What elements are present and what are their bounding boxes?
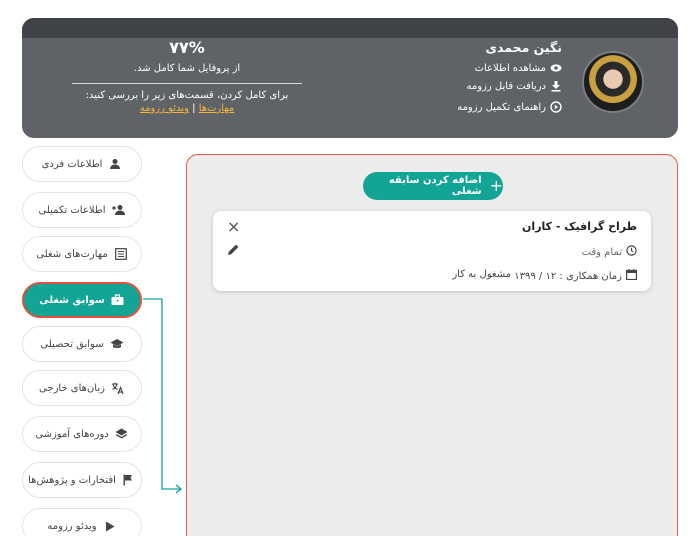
sidebar-item-label: افتخارات و پژوهش‌ها (28, 474, 116, 486)
user-name: نگین محمدی (485, 40, 562, 55)
avatar (582, 51, 644, 113)
sidebar-item-label: اطلاعات تکمیلی (38, 204, 106, 216)
profile-progress (72, 38, 302, 114)
list-box-icon (114, 247, 128, 261)
eye-icon (550, 62, 562, 74)
sidebar-item-label: زبان‌های خارجی (39, 382, 105, 394)
job-type (582, 245, 637, 259)
flag-icon (122, 473, 136, 487)
view-info-label: مشاهده اطلاعات (474, 62, 546, 74)
add-work-experience-button[interactable] (363, 172, 503, 200)
sidebar-item-languages[interactable] (22, 370, 142, 406)
review-link-skills[interactable]: مهارت‌ها (198, 103, 235, 114)
add-button-label: اضافه کردن سابقه شغلی (388, 175, 482, 197)
calendar-icon (626, 269, 637, 283)
view-info-link[interactable] (475, 62, 562, 74)
play-circle-icon (550, 101, 562, 113)
download-resume-link[interactable] (467, 80, 562, 92)
divider (72, 83, 302, 84)
job-period (514, 269, 637, 283)
translate-icon (111, 381, 125, 395)
edit-icon[interactable] (227, 241, 241, 255)
download-resume-label: دریافت فایل رزومه (466, 80, 546, 92)
close-icon[interactable]: × (227, 217, 241, 236)
sidebar-item-label: مهارت‌های شغلی (36, 248, 108, 260)
job-type-label: تمام وقت (581, 246, 622, 258)
profile-header (22, 18, 678, 138)
job-card (213, 211, 651, 291)
sidebar-item-label: ویدئو رزومه (47, 520, 97, 532)
sidebar-item-personal-info[interactable] (22, 146, 142, 182)
sidebar-item-courses[interactable] (22, 416, 142, 452)
job-period-label: زمان همکاری : ۱۲ / ۱۳۹۹ (514, 270, 622, 282)
play-icon (103, 519, 117, 533)
person-icon (108, 157, 122, 171)
review-instructions: برای کامل کردن، قسمت‌های زیر را بررسی کنید: (85, 90, 289, 101)
briefcase-icon (111, 293, 125, 307)
sidebar-item-additional-info[interactable] (22, 192, 142, 228)
sidebar-item-label: سوابق شغلی (39, 294, 105, 306)
review-links (72, 103, 302, 114)
sidebar-item-label: اطلاعات فردی (41, 158, 103, 170)
sidebar-item-work-experience[interactable] (22, 282, 142, 318)
sidebar-item-video-resume[interactable] (22, 508, 142, 536)
download-icon (550, 80, 562, 92)
sidebar-item-label: سوابق تحصیلی (40, 338, 104, 350)
job-status: مشغول به کار (452, 269, 511, 280)
resume-guide-label: راهنمای تکمیل رزومه (457, 101, 546, 113)
review-links-separator: | (192, 103, 196, 114)
layers-icon (115, 427, 129, 441)
sidebar-item-label: دوره‌های آموزشی (35, 428, 109, 440)
clock-icon (626, 245, 637, 259)
sidebar-item-education[interactable] (22, 326, 142, 362)
job-title: طراح گرافیک - کاران (522, 220, 637, 233)
progress-complete-text: از پروفایل شما کامل شد. (133, 63, 241, 74)
work-experience-panel (186, 154, 678, 536)
resume-guide-link[interactable] (457, 101, 562, 113)
sidebar-item-job-skills[interactable] (22, 236, 142, 272)
header-top-strip (22, 18, 678, 38)
progress-percent: ۷۷% (169, 38, 205, 57)
review-link-video[interactable]: ویدئو رزومه (139, 103, 189, 114)
graduation-cap-icon (110, 337, 124, 351)
person-add-icon (112, 203, 126, 217)
sidebar-item-honors-research[interactable] (22, 462, 142, 498)
plus-icon: + (489, 176, 503, 195)
